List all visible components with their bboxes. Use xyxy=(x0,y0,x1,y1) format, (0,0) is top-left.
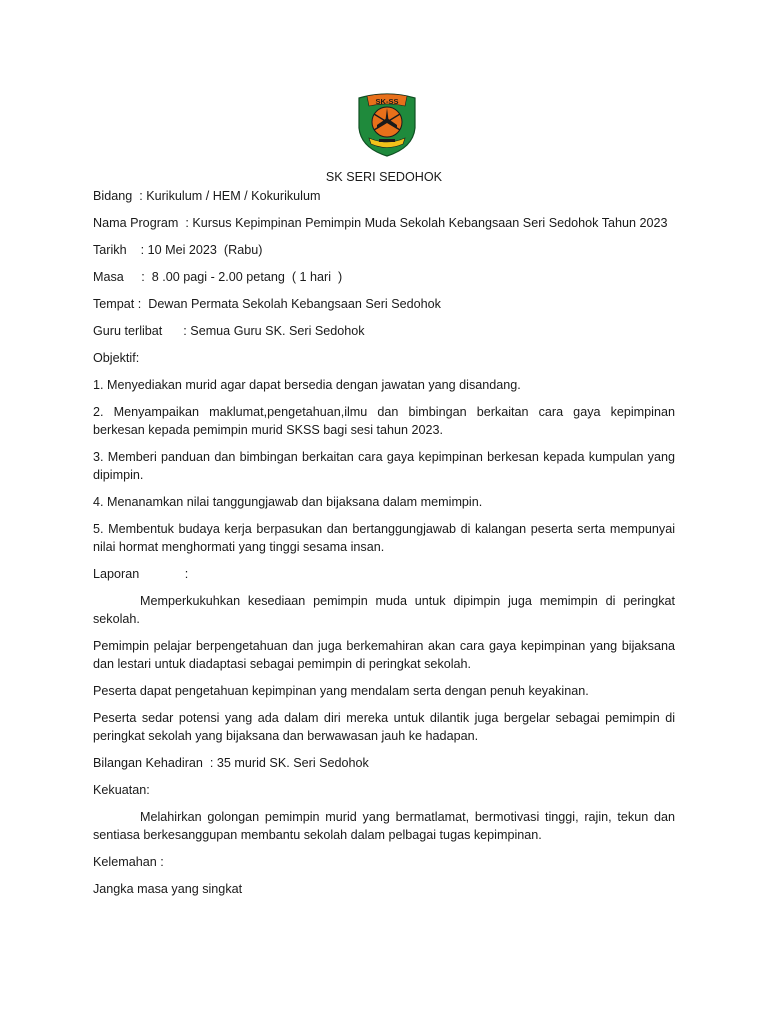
laporan-paragraph: Memperkukuhkan kesediaan pemimpin muda untuk dipimpin juga memimpin di peringkat sekolah. xyxy=(93,594,675,626)
document-title: SK SERI SEDOHOK xyxy=(325,170,443,184)
objektif-item: 4. Menanamkan nilai tanggungjawab dan bijaksana dalam memimpin. xyxy=(93,495,483,509)
field-nama-program: Nama Program : Kursus Kepimpinan Pemimpin Muda Sekolah Kebangsaan Seri Sedohok Tahun 2023 xyxy=(93,216,668,230)
field-tarikh: Tarikh : 10 Mei 2023 (Rabu) xyxy=(93,243,263,257)
kelemahan-text: Jangka masa yang singkat xyxy=(93,882,243,896)
field-masa: Masa : 8 .00 pagi - 2.00 petang ( 1 hari ) xyxy=(93,270,343,284)
school-crest-logo xyxy=(355,92,419,158)
objektif-item: 3. Memberi panduan dan bimbingan berkaitan cara gaya kepimpinan berkesan kepada kumpulan yang dipimpin. xyxy=(93,450,675,482)
report-body xyxy=(93,168,675,907)
bilangan-kehadiran: Bilangan Kehadiran : 35 murid SK. Seri Sedohok xyxy=(93,756,369,770)
field-guru-terlibat: Guru terlibat : Semua Guru SK. Seri Sedohok xyxy=(93,324,365,338)
laporan-paragraph: Peserta dapat pengetahuan kepimpinan yang mendalam serta dengan penuh keyakinan. xyxy=(93,684,589,698)
kelemahan-heading: Kelemahan : xyxy=(93,855,164,869)
kekuatan-heading: Kekuatan: xyxy=(93,783,150,797)
crest-banner-text: SK-SS xyxy=(375,97,399,106)
laporan-paragraph: Peserta sedar potensi yang ada dalam diri mereka untuk dilantik juga bergelar sebagai pemimpin di peringkat sekolah yang bijaksana dan berwawasan jauh ke hadapan. xyxy=(93,711,675,743)
field-bidang: Bidang : Kurikulum / HEM / Kokurikulum xyxy=(93,189,321,203)
objektif-item: 5. Membentuk budaya kerja berpasukan dan bertanggungjawab di kalangan peserta serta mempunyai nilai hormat menghormati yang tinggi sesama insan. xyxy=(93,522,675,554)
objektif-item: 1. Menyediakan murid agar dapat bersedia dengan jawatan yang disandang. xyxy=(93,378,521,392)
objektif-heading: Objektif: xyxy=(93,351,140,365)
laporan-heading: Laporan : xyxy=(93,567,189,581)
field-tempat: Tempat : Dewan Permata Sekolah Kebangsaan Seri Sedohok xyxy=(93,297,441,311)
laporan-paragraph: Pemimpin pelajar berpengetahuan dan juga berkemahiran akan cara gaya kepimpinan yang bijaksana dan lestari untuk diadaptasi sebagai pemimpin di peringkat sekolah. xyxy=(93,639,675,671)
kekuatan-paragraph: Melahirkan golongan pemimpin murid yang bermatlamat, bermotivasi tinggi, rajin, tekun dan sentiasa berkesanggupan membantu sekolah dalam pelbagai tugas kepimpinan. xyxy=(93,810,675,842)
objektif-item: 2. Menyampaikan maklumat,pengetahuan,ilmu dan bimbingan berkaitan cara gaya kepimpinan berkesan kepada pemimpin murid SKSS bagi sesi tahun 2023. xyxy=(93,405,675,437)
